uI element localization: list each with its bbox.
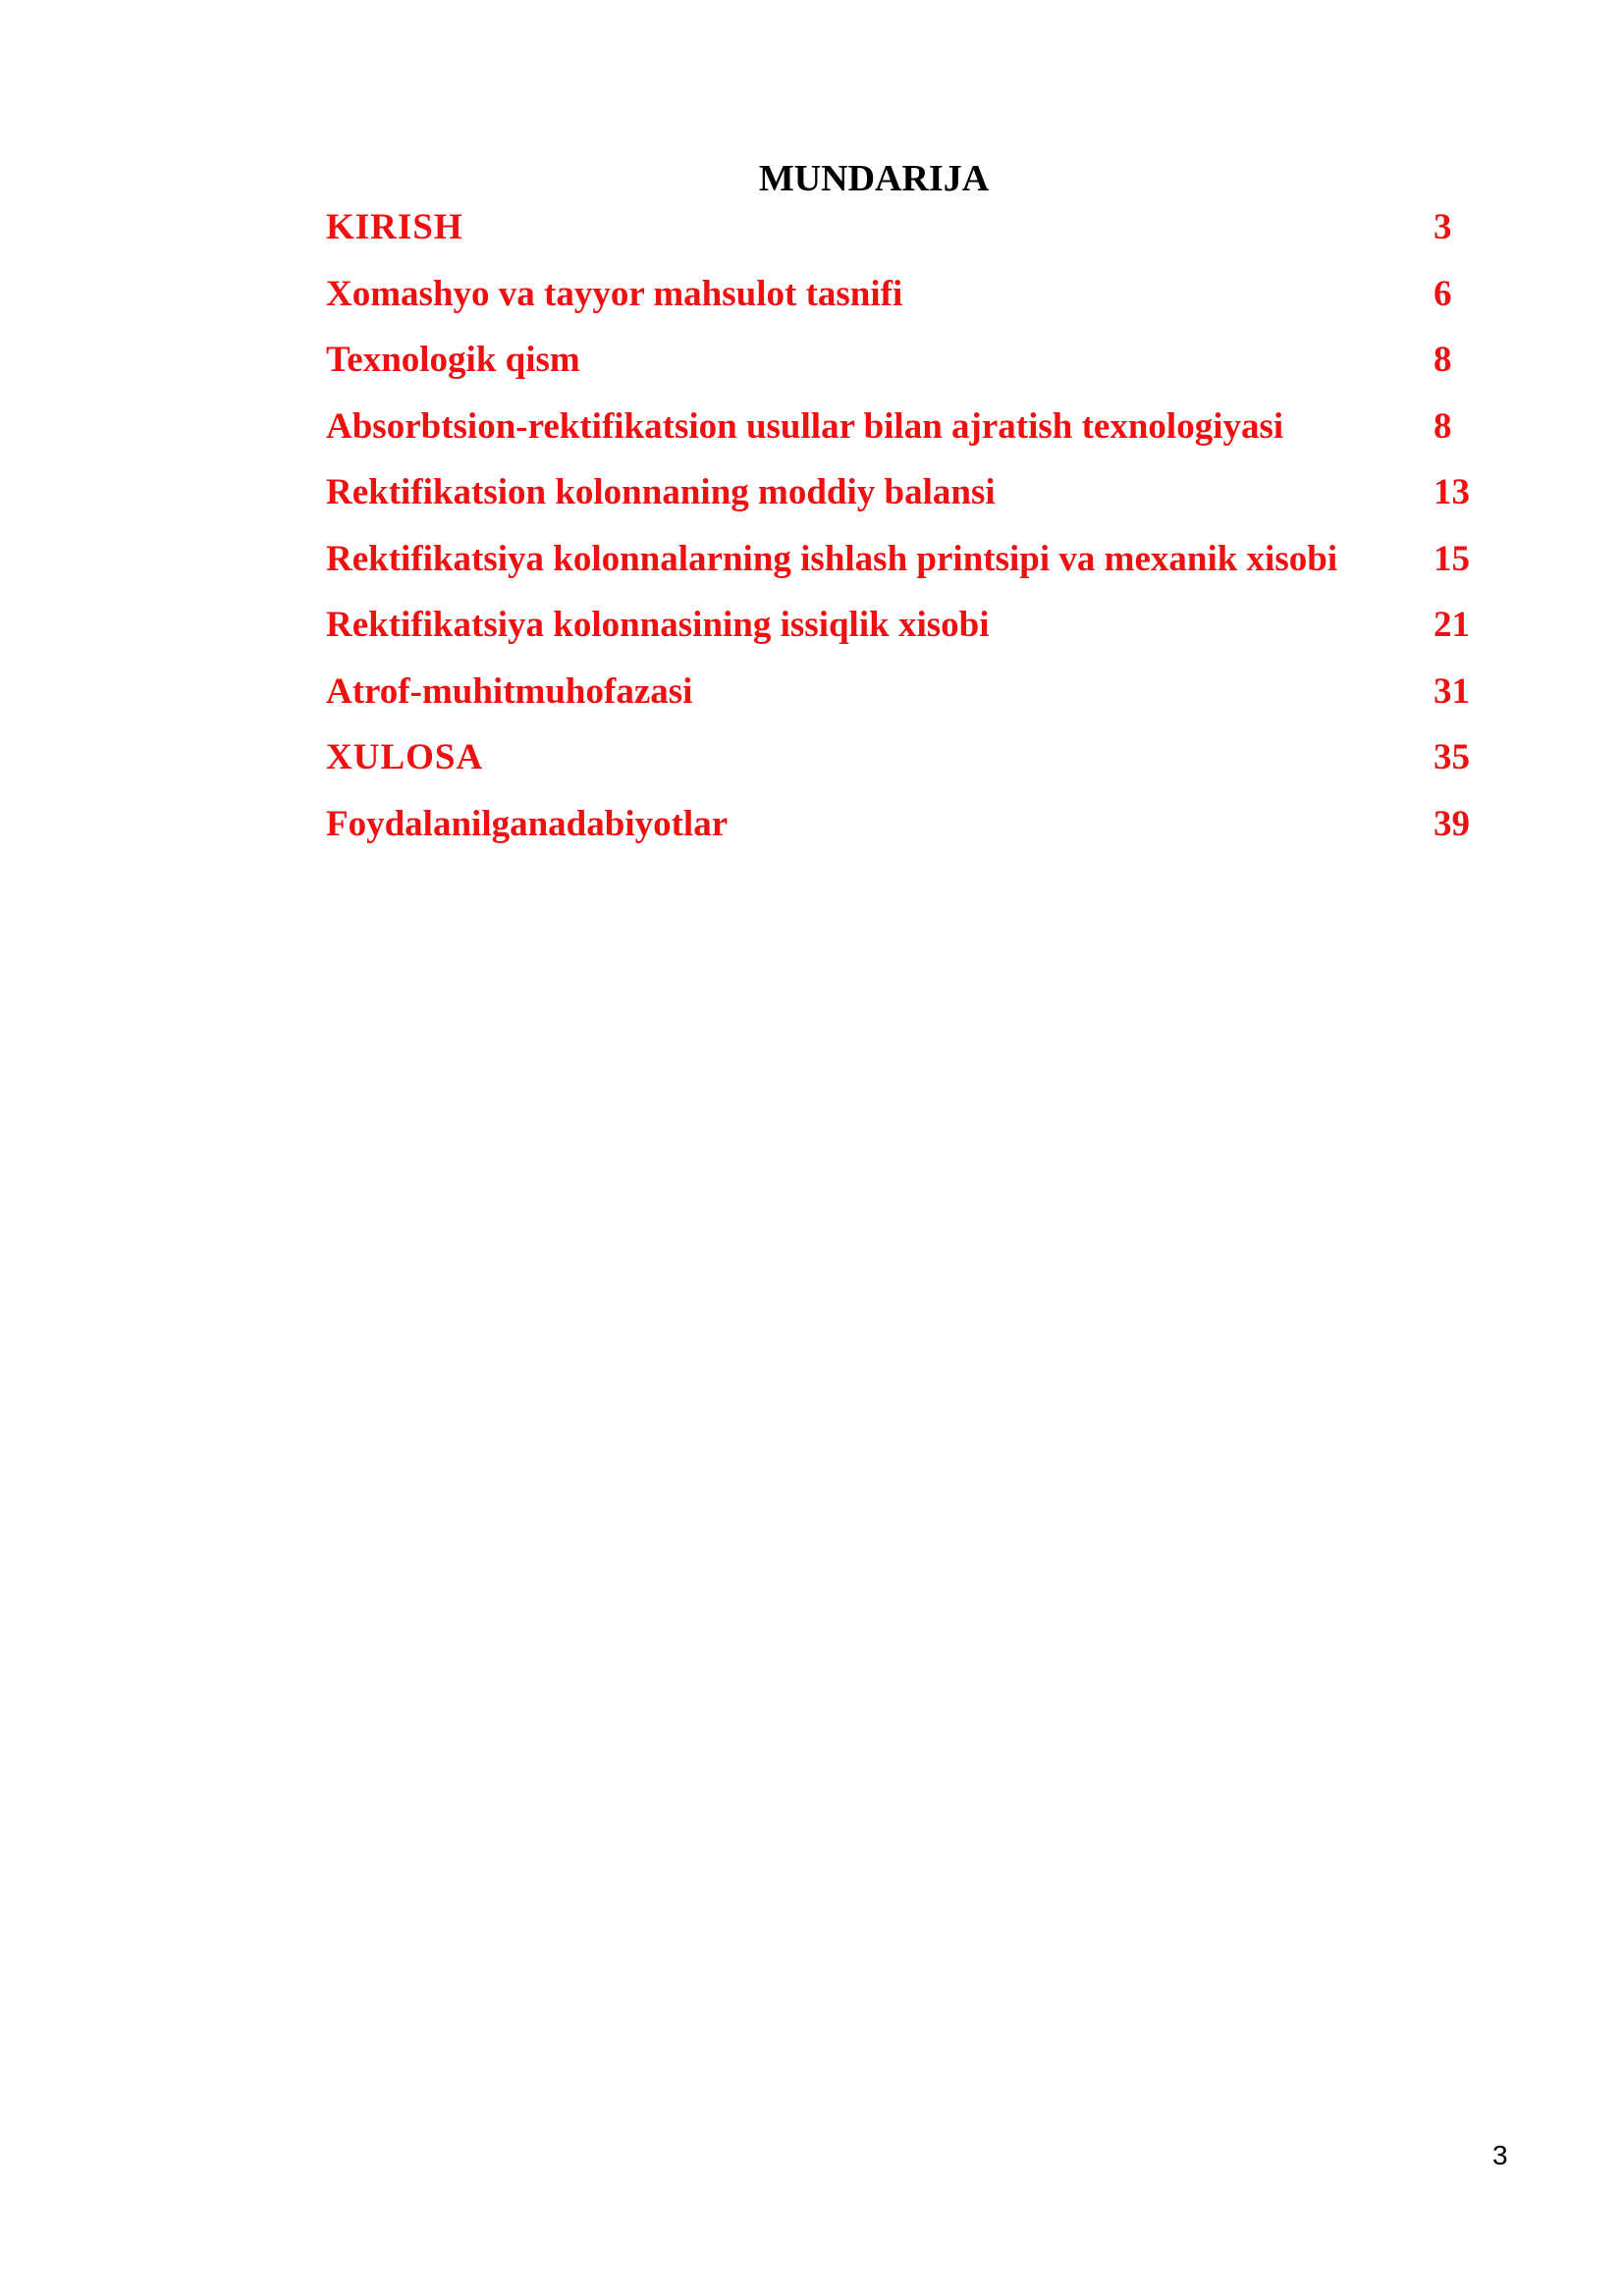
toc-entry-adabiyotlar[interactable] bbox=[326, 801, 1485, 868]
toc-entry-mexanik-xisobi[interactable] bbox=[326, 536, 1485, 603]
toc-entry-label: Texnologik qism bbox=[326, 340, 580, 380]
toc-entry-label: Rektifikatsiya kolonnasining issiqlik xisobi bbox=[326, 605, 990, 645]
toc-entry-label: Xomashyo va tayyor mahsulot tasnifi bbox=[326, 273, 903, 314]
table-of-contents bbox=[326, 204, 1485, 867]
toc-entry-page: 31 bbox=[1434, 670, 1470, 712]
toc-entry-xulosa[interactable] bbox=[326, 734, 1485, 801]
toc-entry-texnologik-qism[interactable] bbox=[326, 337, 1485, 403]
toc-entry-absorbtsion[interactable] bbox=[326, 403, 1485, 470]
toc-entry-page: 8 bbox=[1434, 405, 1452, 447]
toc-title: MUNDARIJA bbox=[758, 158, 990, 199]
toc-entry-label: Atrof-muhitmuhofazasi bbox=[326, 670, 693, 712]
toc-entry-page: 35 bbox=[1434, 737, 1470, 777]
toc-entry-atrof-muhit[interactable] bbox=[326, 668, 1485, 735]
toc-entry-page: 39 bbox=[1434, 803, 1470, 844]
toc-entry-kirish[interactable] bbox=[326, 204, 1485, 271]
toc-entry-label: Absorbtsion-rektifikatsion usullar bilan ajratish texnologiyasi bbox=[326, 405, 1284, 447]
page-number: 3 bbox=[1492, 2140, 1508, 2170]
toc-entry-page: 6 bbox=[1434, 273, 1452, 314]
toc-entry-label: Rektifikatsiya kolonnalarning ishlash printsipi va mexanik xisobi bbox=[326, 538, 1338, 579]
toc-entry-label: Rektifikatsion kolonnaning moddiy balansi bbox=[326, 472, 996, 512]
toc-entry-label: Foydalanilganadabiyotlar bbox=[326, 803, 729, 844]
toc-entry-issiqlik-xisobi[interactable] bbox=[326, 602, 1485, 668]
toc-entry-label: XULOSA bbox=[326, 737, 484, 777]
toc-entry-moddiy-balansi[interactable] bbox=[326, 469, 1485, 536]
toc-entry-xomashyo[interactable] bbox=[326, 271, 1485, 338]
toc-entry-page: 3 bbox=[1434, 207, 1452, 247]
toc-entry-page: 8 bbox=[1434, 340, 1452, 380]
toc-entry-page: 21 bbox=[1434, 605, 1470, 645]
toc-entry-page: 15 bbox=[1434, 538, 1470, 579]
toc-entry-page: 13 bbox=[1434, 472, 1470, 512]
toc-entry-label: KIRISH bbox=[326, 207, 463, 247]
